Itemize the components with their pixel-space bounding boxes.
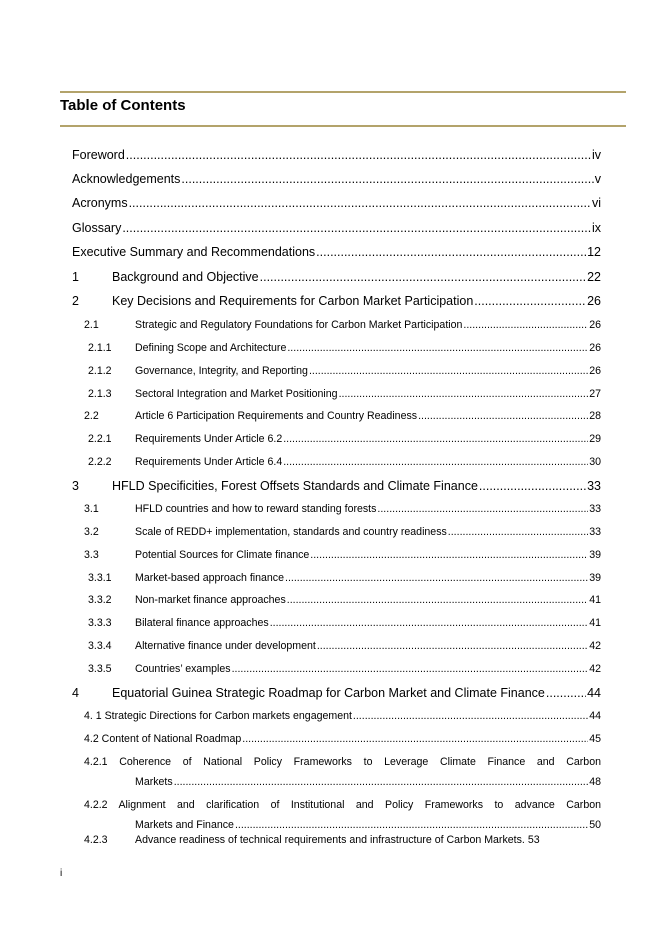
toc-entry-page: 53 <box>527 834 540 846</box>
toc-entry-number: 4.2.2 <box>84 799 108 811</box>
toc-entry-number: 2.1.2 <box>88 365 112 377</box>
toc-entry-text: Acronyms <box>72 196 128 210</box>
toc-entry-text: Countries’ examples <box>135 663 231 675</box>
toc-entry-3-1[interactable] <box>84 503 601 515</box>
toc-entry-number: 3 <box>72 479 79 493</box>
toc-entry-2-1-1[interactable] <box>88 342 601 354</box>
toc-entry-glossary[interactable] <box>72 221 601 235</box>
toc-entry-2-2[interactable] <box>84 410 601 422</box>
toc-entry-number: 3.3.5 <box>88 663 112 675</box>
toc-entry-page: 26 <box>587 294 601 308</box>
toc-entry-page: iv <box>591 148 601 162</box>
toc-entry-number: 3.1 <box>84 503 99 515</box>
toc-entry-4-2-3[interactable] <box>84 834 601 846</box>
toc-entry-4-2-2[interactable] <box>84 795 601 835</box>
toc-entry-page: 33 <box>589 503 601 515</box>
toc-entry-3-3-4[interactable] <box>88 640 601 652</box>
toc-entry-page: 33 <box>589 526 601 538</box>
toc-entry-text: Requirements Under Article 6.2 <box>135 433 283 445</box>
toc-entry-acronyms[interactable] <box>72 196 601 210</box>
toc-entry-text: Governance, Integrity, and Reporting <box>135 365 308 377</box>
toc-entry-number: 2.1.3 <box>88 388 112 400</box>
toc-entry-number: 3.3.4 <box>88 640 112 652</box>
toc-entry-page: 41 <box>589 617 601 629</box>
toc-entry-text: Executive Summary and Recommendations <box>72 245 316 259</box>
toc-entry-text: HFLD Specificities, Forest Offsets Standards and Climate Finance <box>112 479 478 493</box>
toc-entry-page: 39 <box>589 572 601 584</box>
toc-entry-text: Potential Sources for Climate finance <box>135 549 310 561</box>
toc-entry-page: 45 <box>589 733 601 745</box>
toc-entry-text: HFLD countries and how to reward standing forests <box>135 503 377 515</box>
toc-entry-text: Background and Objective <box>112 270 259 284</box>
toc-entry-3-3[interactable] <box>84 549 601 561</box>
toc-entry-2-1[interactable] <box>84 319 601 331</box>
toc-entry-text-line-2: Markets <box>135 776 173 788</box>
toc-entry-number: 4.2.1 <box>84 756 108 768</box>
toc-entry-number: 2.2.2 <box>88 456 112 468</box>
footer-page-number: i <box>60 868 63 879</box>
toc-entry-3-3-1[interactable] <box>88 572 601 584</box>
toc-entry-page: 22 <box>587 270 601 284</box>
toc-entry-text: Equatorial Guinea Strategic Roadmap for Carbon Market and Climate Finance <box>112 686 545 700</box>
toc-entry-text-line-1: Coherence of National Policy Frameworks to Leverage Climate Finance and Carbon <box>119 756 601 768</box>
toc-entry-page: 33 <box>587 479 601 493</box>
toc-entry-2-1-2[interactable] <box>88 365 601 377</box>
toc-entry-4-1[interactable] <box>84 710 601 722</box>
toc-entry-text-line-2: Markets and Finance <box>135 819 234 831</box>
toc-entry-page: 42 <box>589 640 601 652</box>
toc-entry-text: Requirements Under Article 6.4 <box>135 456 283 468</box>
toc-entry-3-3-5[interactable] <box>88 663 601 675</box>
toc-entry-page: 39 <box>589 549 601 561</box>
toc-entry-text: Foreword <box>72 148 125 162</box>
toc-entry-foreword[interactable] <box>72 148 601 162</box>
toc-entry-page: 28 <box>589 410 601 422</box>
toc-entry-page: 12 <box>587 245 601 259</box>
toc-entry-number: 3.3.3 <box>88 617 112 629</box>
page-title: Table of Contents <box>60 97 186 114</box>
toc-entry-chapter-2[interactable] <box>72 294 601 308</box>
toc-entry-text: Scale of REDD+ implementation, standards and country readiness <box>135 526 447 538</box>
toc-entry-text: Glossary <box>72 221 122 235</box>
toc-entry-number: 2.1.1 <box>88 342 112 354</box>
toc-entry-4-2-1[interactable] <box>84 752 601 792</box>
toc-entry-executive-summary[interactable] <box>72 245 601 259</box>
toc-entry-page: 50 <box>589 819 601 831</box>
toc-entry-number: 3.3.2 <box>88 594 112 606</box>
toc-entry-text: Article 6 Participation Requirements and Country Readiness <box>135 410 418 422</box>
toc-entry-page: 42 <box>589 663 601 675</box>
toc-entry-page: 44 <box>589 710 601 722</box>
toc-entry-2-1-3[interactable] <box>88 388 601 400</box>
toc-entry-page: 27 <box>589 388 601 400</box>
toc-entry-text: Defining Scope and Architecture <box>135 342 287 354</box>
toc-entry-text: Alternative finance under development <box>135 640 316 652</box>
toc-entry-text: Market-based approach finance <box>135 572 284 584</box>
toc-entry-number: 2.2.1 <box>88 433 112 445</box>
toc-entry-number: 1 <box>72 270 79 284</box>
toc-entry-text: Strategic and Regulatory Foundations for Carbon Market Participation <box>135 319 463 331</box>
toc-entry-number: 3.3.1 <box>88 572 112 584</box>
toc-entry-page: vi <box>591 196 601 210</box>
toc-entry-number: 4.2.3 <box>84 834 108 846</box>
toc-entry-page: 26 <box>589 365 601 377</box>
toc-entry-acknowledgements[interactable] <box>72 172 601 186</box>
toc-entry-text: Non-market finance approaches <box>135 594 286 606</box>
toc-entry-3-3-2[interactable] <box>88 594 601 606</box>
toc-entry-3-3-3[interactable] <box>88 617 601 629</box>
toc-entry-text: Bilateral finance approaches <box>135 617 269 629</box>
toc-entry-page: 41 <box>589 594 601 606</box>
toc-entry-text: 4.2 Content of National Roadmap <box>84 733 242 745</box>
toc-entry-page: 30 <box>589 456 601 468</box>
toc-entry-chapter-4[interactable] <box>72 686 601 700</box>
toc-entry-page: 29 <box>589 433 601 445</box>
toc-entry-number: 2.1 <box>84 319 99 331</box>
toc-entry-text: Key Decisions and Requirements for Carbon Market Participation <box>112 294 474 308</box>
toc-entry-2-2-1[interactable] <box>88 433 601 445</box>
toc-entry-number: 3.3 <box>84 549 99 561</box>
toc-entry-number: 2.2 <box>84 410 99 422</box>
toc-entry-text-line-1: Alignment and clarification of Institutional and Policy Frameworks to advance Carbon <box>118 799 602 811</box>
toc-entry-text: Acknowledgements <box>72 172 181 186</box>
toc-entry-number: 2 <box>72 294 79 308</box>
toc-entry-chapter-1[interactable] <box>72 270 601 284</box>
toc-entry-text: Advance readiness of technical requirements and infrastructure of Carbon Markets. <box>135 834 525 846</box>
toc-entry-number: 4 <box>72 686 79 700</box>
toc-entry-3-2[interactable] <box>84 526 601 538</box>
toc-entry-2-2-2[interactable] <box>88 456 601 468</box>
toc-entry-page: 48 <box>589 776 601 788</box>
toc-entry-4-2[interactable] <box>84 733 601 745</box>
toc-entry-page: ix <box>591 221 601 235</box>
toc-entry-chapter-3[interactable] <box>72 479 601 493</box>
toc-entry-number: 3.2 <box>84 526 99 538</box>
toc-entry-page: 26 <box>589 342 601 354</box>
toc-entry-text: 4. 1 Strategic Directions for Carbon markets engagement <box>84 710 352 722</box>
toc-entry-page: v <box>594 172 601 186</box>
toc-entry-page: 44 <box>587 686 601 700</box>
toc-entry-page: 26 <box>589 319 601 331</box>
toc-entry-text: Sectoral Integration and Market Positioning <box>135 388 338 400</box>
